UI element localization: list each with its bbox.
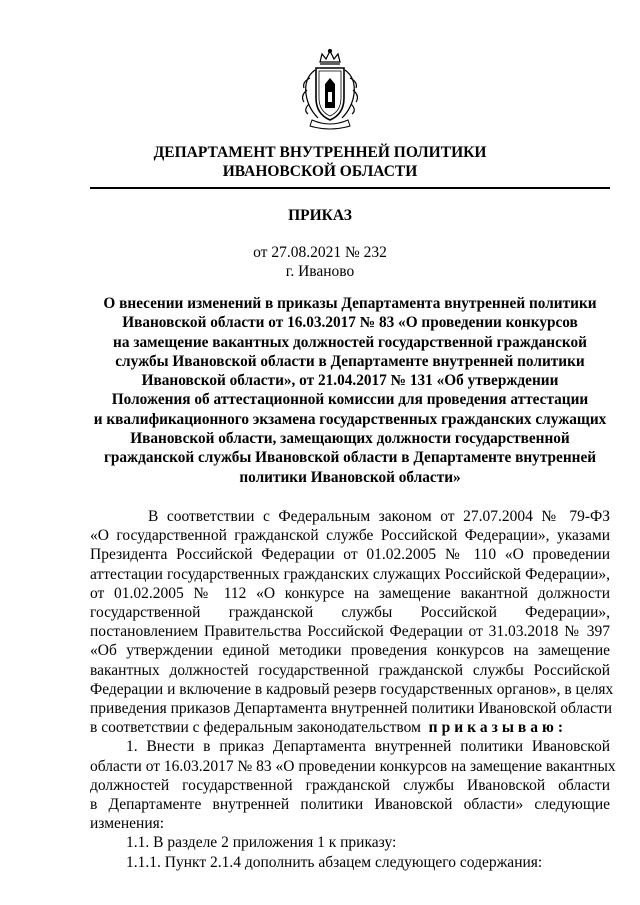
header-divider (90, 187, 610, 189)
subject-line: Положения об аттестационной комиссии для проведения аттестации (111, 391, 589, 409)
subject-line: Ивановской области, замещающих должности государственной (130, 430, 570, 448)
order-verb-spaced: приказываю: (428, 719, 568, 737)
body-text: в соответствии с федеральным законодательством (90, 719, 421, 737)
order-body (90, 507, 616, 872)
item-1-1-1: 1.1.1. Пункт 2.1.4 дополнить абзацем следующего содержания: (126, 853, 543, 871)
body-line: государственной гражданской службы Российской Федерации», (90, 604, 610, 622)
subject-line: гражданской службы Ивановской области в Департаменте внутренней (103, 449, 597, 467)
body-line: должностей государственной гражданской службы Ивановской области (90, 776, 610, 794)
body-line: 1. Внести в приказ Департамента внутренней политики Ивановской (126, 738, 610, 756)
subject-line: Ивановской области», от 21.04.2017 № 131 «Об утверждении (141, 372, 559, 390)
body-line: приведения приказов Департамента внутренней политики Ивановской области (90, 700, 613, 718)
body-line: от 01.02.2005 № 112 «О конкурсе на замещение вакантной должности (90, 584, 610, 602)
body-line: в Департаменте внутренней политики Ивановской области» следующие (90, 796, 610, 814)
order-subject (90, 294, 610, 487)
body-line: В соответствии с Федеральным законом от 27.07.2004 № 79-ФЗ (148, 508, 610, 525)
order-date-number: от 27.08.2021 № 232 (253, 244, 387, 261)
body-line: изменения: (90, 815, 165, 833)
body-line: Президента Российской Федерации от 01.02.2005 № 110 «О проведении (90, 546, 610, 564)
subject-line: службы Ивановской области в Департаменте внутренней политики (115, 352, 585, 370)
subject-line: на замещение вакантных должностей государственной гражданской (113, 333, 587, 351)
subject-line: Ивановской области от 16.03.2017 № 83 «О проведении конкурсов (122, 314, 578, 332)
body-line-last (90, 718, 610, 737)
body-line: вакантных должностей государственной гражданской службы Российской (90, 661, 610, 679)
body-line: области от 16.03.2017 № 83 «О проведении конкурсов на замещение вакантных (90, 757, 616, 775)
subject-line: О внесении изменений в приказы Департамента внутренней политики (103, 295, 597, 312)
body-line: аттестации государственных гражданских служащих Российской Федерации», (90, 565, 610, 583)
body-line: «Об утверждении единой методики проведения конкурсов на замещение (90, 642, 610, 660)
item-1-1: 1.1. В разделе 2 приложения 1 к приказу: (126, 834, 397, 852)
subject-line: и квалификационного экзамена государственных гражданских служащих (93, 410, 607, 428)
department-name-line2: ИВАНОВСКОЙ ОБЛАСТИ (222, 163, 418, 180)
body-line: «О государственной гражданской службе Российской Федерации», указами (90, 527, 610, 545)
department-name-line1: ДЕПАРТАМЕНТ ВНУТРЕННЕЙ ПОЛИТИКИ (153, 144, 487, 161)
body-line: Федерации и включение в кадровый резерв государственных органов», в целях (90, 680, 614, 698)
subject-line: политики Ивановской области» (239, 468, 461, 486)
coat-of-arms-emblem (298, 48, 362, 132)
order-city: г. Иваново (285, 263, 355, 280)
body-line: постановлением Правительства Российской Федерации от 31.03.2018 № 397 (90, 623, 610, 641)
document-title: ПРИКАЗ (288, 207, 352, 224)
